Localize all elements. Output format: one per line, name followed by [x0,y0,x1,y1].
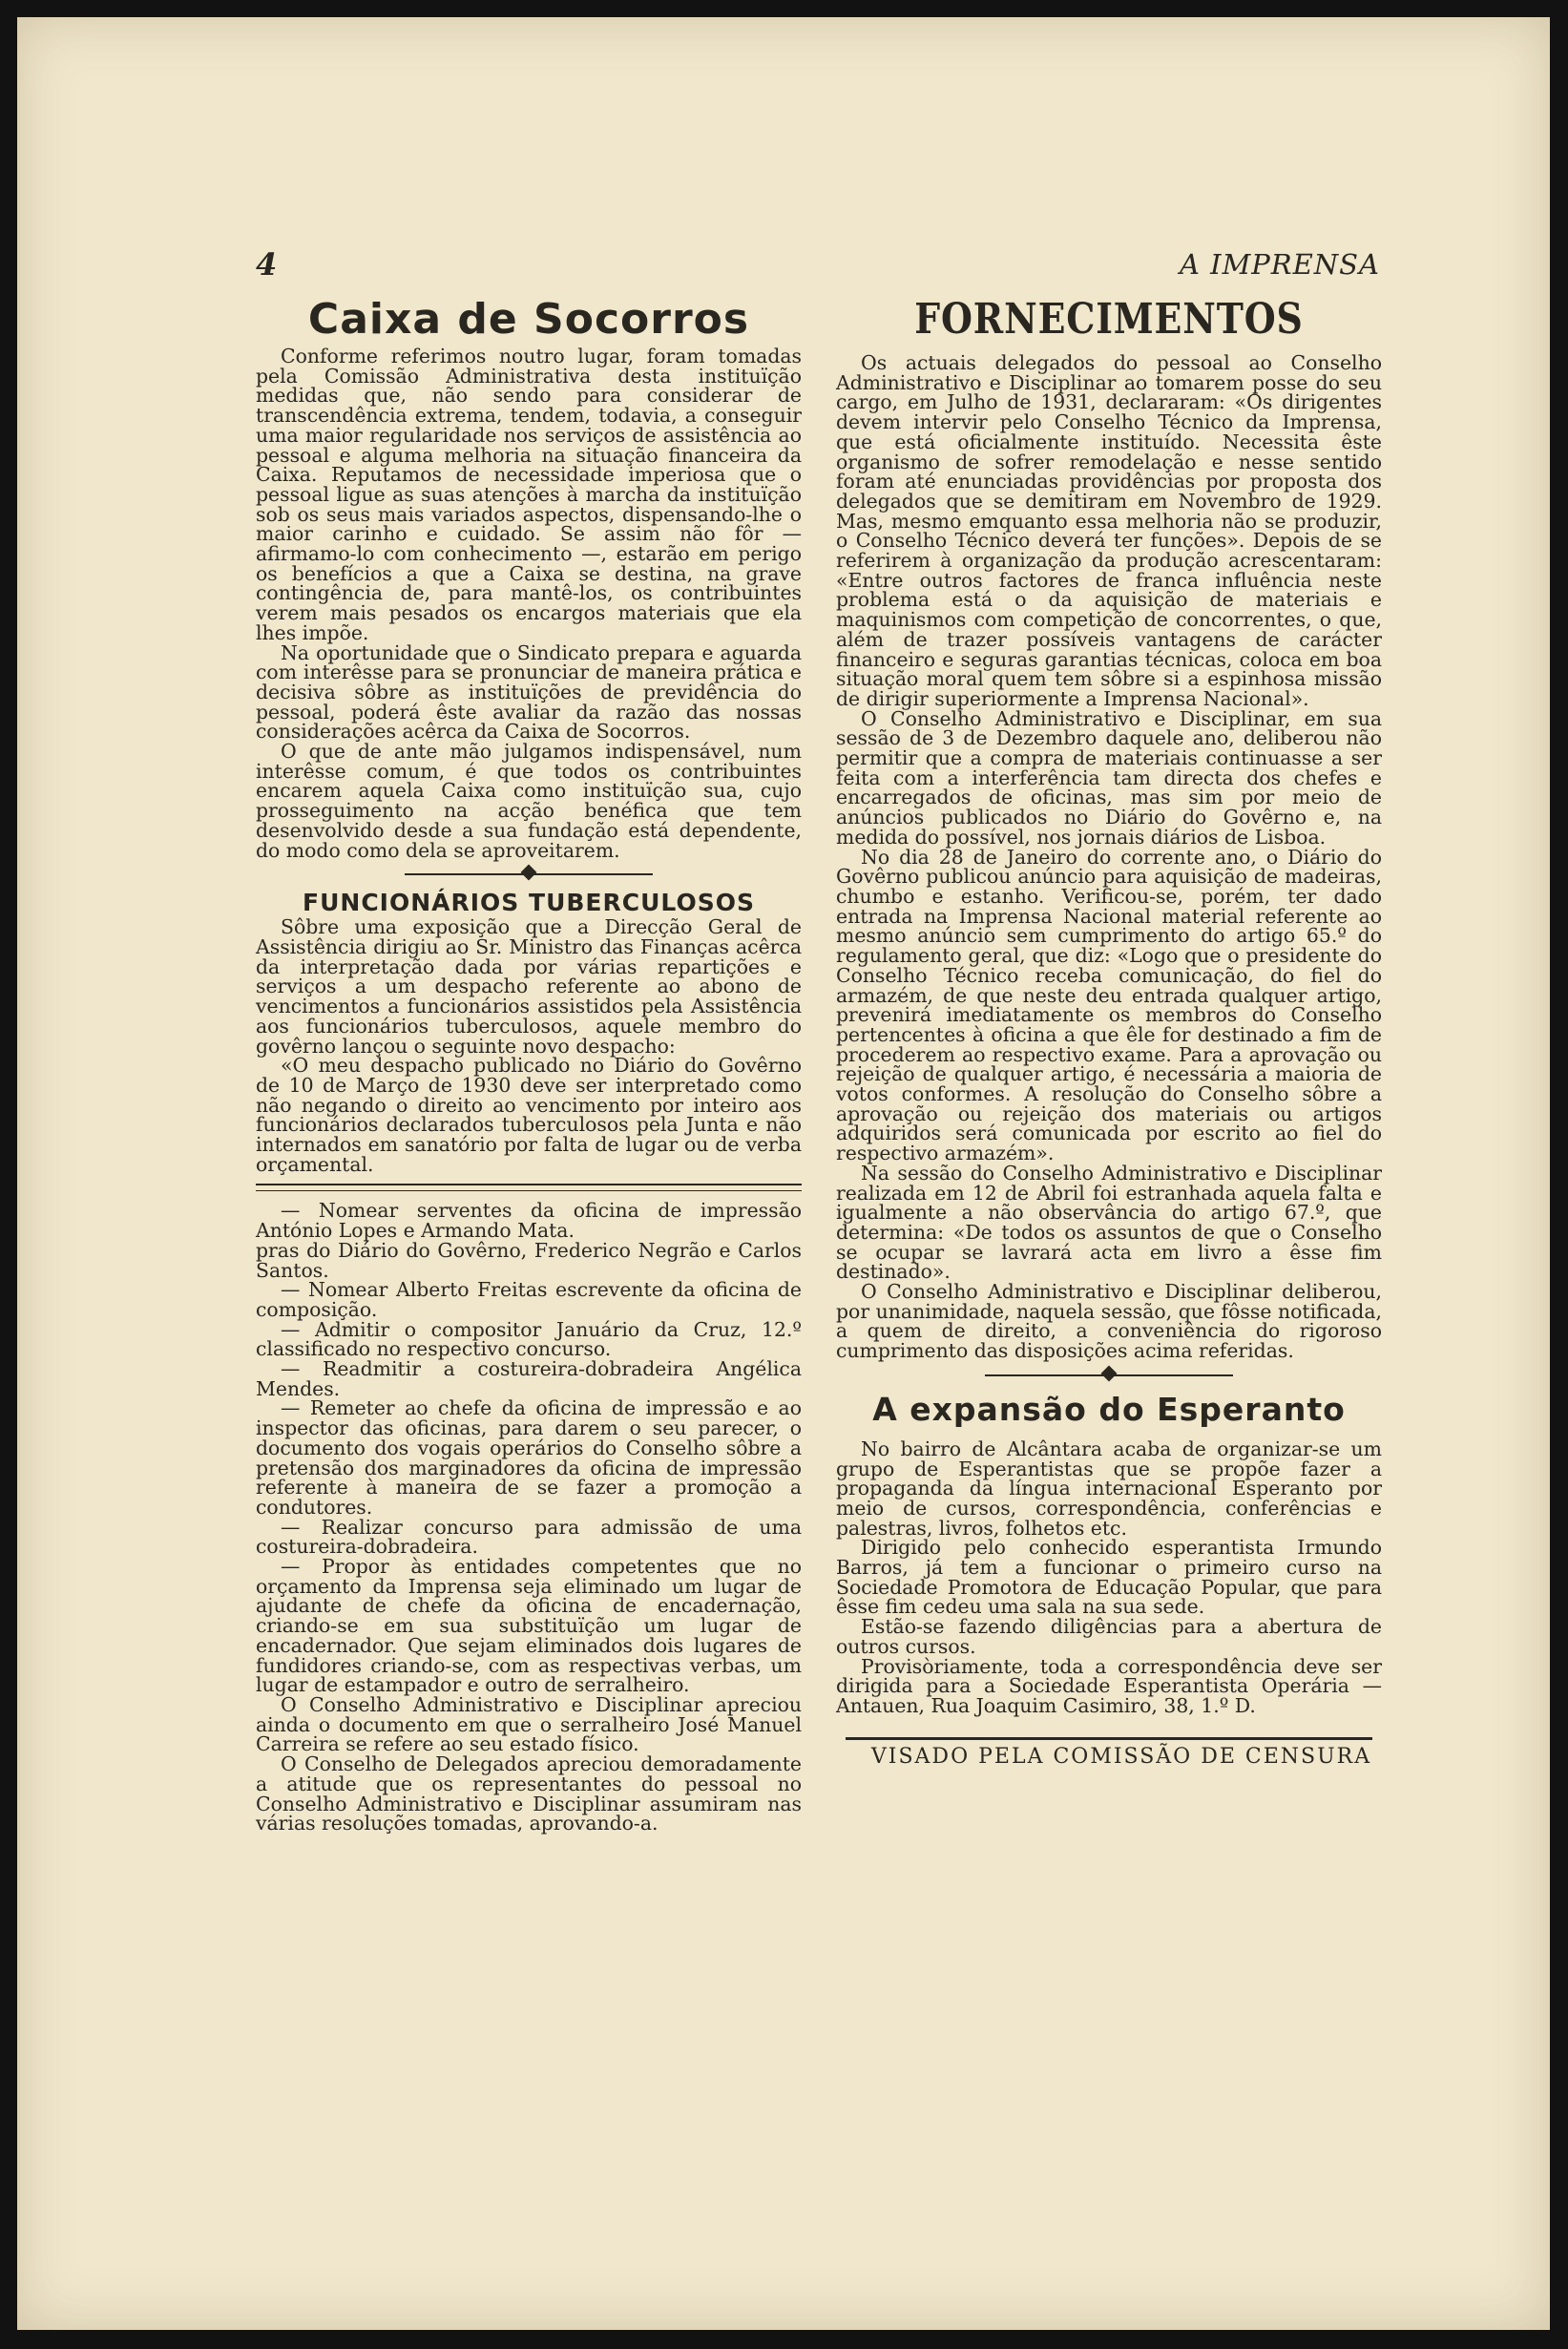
esperanto-paragraph: No bairro de Alcântara acaba de organizar-se um grupo de Esperantistas que se propõe fazer a propaganda da língua internacional Esperanto por meio de cursos, correspondência, conferências e palestras, livros, folhetos etc. [836,1437,1382,1540]
fornecimentos-paragraph: Na sessão do Conselho Administrativo e Disciplinar realizada em 12 de Abril foi estranhada aquela falta e igualmente a não observância do artigo 67.º, que determina: «De todos os assuntos de que o Conselho se ocupar se lavrará acta em livro a êsse fim destinado». [836,1161,1382,1284]
right-column [836,296,1382,1767]
fornecimentos-headline: FORNECIMENTOS [914,295,1304,344]
resolution-item: — Remeter ao chefe da oficina de impressão e ao inspector das oficinas, para darem o seu parecer, o documento dos vogais operários do Conselho sôbre a pretensão dos marginadores da oficina de impressão referente à maneira de se fazer a promoção a condutores. [256,1396,802,1519]
double-rule-divider [256,1184,802,1191]
censura-notice: VISADO PELA COMISSÃO DE CENSURA [870,1744,1372,1769]
fornecimentos-paragraph: No dia 28 de Janeiro do corrente ano, o Diário do Govêrno publicou anúncio para aquisição de madeiras, chumbo e estanho. Verificou-se, porém, ter dado entrada na Imprensa Nacional material referente ao mesmo anúncio sem cumprimento do artigo 65.º do regulamento geral, que diz: «Logo que o presidente do Conselho Técnico receba comunicação, do fiel do armazém, de que neste deu entrada qualquer artigo, prevenirá imediatamente os membros do Conselho pertencentes à oficina a que êle for destinado a fim de procederem ao respectivo exame. Para a aprovação ou rejeição de qualquer artigo, é necessária a maioria de votos conformes. A resolução do Conselho sôbre a aprovação ou rejeição dos materiais ou artigos adquiridos será comunicada por escrito ao fiel do respectivo armazém». [836,845,1382,1165]
fornecimentos-paragraph: O Conselho Administrativo e Disciplinar, em sua sessão de 3 de Dezembro daquele ano, deliberou não permitir que a compra de materiais continuasse a ser feita com a interferência tam directa dos chefes e encarregados de oficinas, mas sim por meio de anúncios publicados no Diário do Govêrno e, na medida do possível, nos jornais diários de Lisboa. [836,706,1382,849]
section-ornament [405,864,653,885]
caixa-headline: Caixa de Socorros [307,295,750,344]
caixa-paragraph: Conforme referimos noutro lugar, foram tomadas pela Comissão Administrativa desta instituïção medidas que, não sendo para considerar de transcendência extrema, tendem, todavia, a conseguir uma maior regularidade nos serviços de assistência ao pessoal e alguma melhoria na situação financeira da Caixa. Reputamos de necessidade imperiosa que o pessoal ligue as suas atenções à marcha da instituïção sob os seus mais variados aspectos, dispensando-lhe o maior carinho e cuidado. Se assim não fôr — afirmamo-lo com conhecimento —, estarão em perigo os benefícios a que a Caixa se destina, na grave contingência de, para mantê-los, os contribuintes verem mais pesados os encargos materiais que ela lhes impõe. [256,345,802,644]
fornecimentos-paragraph: O Conselho Administrativo e Disciplinar deliberou, por unanimidade, naquela sessão, que fôsse notificada, a quem de direito, a conveniência do rigoroso cumprimento das disposições acima referidas. [836,1280,1382,1363]
page-number: 4 [256,246,278,283]
section-ornament [985,1365,1233,1386]
caixa-paragraph: Na oportunidade que o Sindicato prepara e aguarda com interêsse para se pronunciar de maneira prática e decisiva sôbre as instituïções de previdência do pessoal, poderá êste avaliar da razão das nossas considerações acêrca da Caixa de Socorros. [256,640,802,744]
funcionarios-paragraph: Sôbre uma exposição que a Direcção Geral de Assistência dirigiu ao Sr. Ministro das Finanças acêrca da interpretação dada por várias repartições e serviços a um despacho referente ao abono de vencimentos a funcionários assistidos pela Assistência aos funcionários tuberculosos, aquele membro do govêrno lançou o seguinte novo despacho: [256,915,802,1058]
resolution-item: — Realizar concurso para admissão de uma costureira-dobradeira. [256,1515,802,1559]
funcionarios-headline: FUNCIONÁRIOS TUBERCULOSOS [303,889,755,917]
resolution-item: — Nomear Alberto Freitas escrevente da oficina de composição. [256,1278,802,1321]
newspaper-page [17,17,1550,2330]
resolution-item: — Readmitir a costureira-dobradeira Angélica Mendes. [256,1357,802,1400]
caixa-paragraph: O que de ante mão julgamos indispensável, num interêsse comum, é que todos os contribuintes encarem aquela Caixa como instituïção sua, cujo prosseguimento na acção benéfica que tem desenvolvido desde a sua fundação está dependente, do modo como dela se aproveitarem. [256,740,802,862]
esperanto-headline: A expansão do Esperanto [872,1390,1346,1428]
publication-title: A IMPRENSA [1179,248,1380,281]
esperanto-paragraph: Dirigido pelo conhecido esperantista Irmundo Barros, já tem a funcionar o primeiro curso na Sociedade Promotora de Educação Popular, que para êsse fim cedeu uma sala na sua sede. [836,1536,1382,1619]
left-column [256,296,802,1834]
resolution-item: O Conselho de Delegados apreciou demoradamente a atitude que os representantes do pessoal no Conselho Administrativo e Disciplinar assumiram nas várias resoluções tomadas, aprovando-a. [256,1752,802,1835]
censura-rule [846,1737,1372,1740]
resolution-item: — Admitir o compositor Januário da Cruz, 12.º classificado no respectivo concurso. [256,1317,802,1361]
resolution-item: O Conselho Administrativo e Disciplinar apreciou ainda o documento em que o serralheiro José Manuel Carreira se refere ao seu estado físico. [256,1693,802,1756]
esperanto-paragraph: Estão-se fazendo diligências para a abertura de outros cursos. [836,1615,1382,1658]
resolution-item: pras do Diário do Govêrno, Frederico Negrão e Carlos Santos. [256,1238,802,1282]
funcionarios-paragraph: «O meu despacho publicado no Diário do Govêrno de 10 de Março de 1930 deve ser interpretado como não negando o direito ao vencimento por inteiro aos funcionários declarados tuberculosos pela Junta e não internados em sanatório por falta de lugar ou de verba orçamental. [256,1054,802,1176]
esperanto-paragraph: Provisòriamente, toda a correspondência deve ser dirigida para a Sociedade Esperantista Operária — Antauen, Rua Joaquim Casimiro, 38, 1.º D. [836,1654,1382,1717]
fornecimentos-paragraph: Os actuais delegados do pessoal ao Conselho Administrativo e Disciplinar ao tomarem posse do seu cargo, em Julho de 1931, declararam: «Os dirigentes devem intervir pelo Conselho Técnico da Imprensa, que está oficialmente instituído. Necessita êste organismo de sofrer remodelação e nesse sentido foram até enunciadas providências por proposta dos delegados que se demitiram em Novembro de 1929. Mas, mesmo emquanto essa melhoria não se produzir, o Conselho Técnico deverá ter funções». Depois de se referirem à organização da produção acrescentaram: «Entre outros factores de franca influência neste problema está o da aquisição de materiais e maquinismos com competição de concorrentes, o que, além de trazer possíveis vantagens de carácter financeiro e seguras garantias técnicas, coloca em boa situação moral quem tem sôbre si a espinhosa missão de dirigir superiormente a Imprensa Nacional». [836,351,1382,710]
resolution-item: — Propor às entidades competentes que no orçamento da Imprensa seja eliminado um lugar de ajudante de chefe da oficina de encadernação, criando-se em sua substituïção um lugar de encadernador. Que sejam eliminados dois lugares de fundidores criando-se, com as respectivas verbas, um lugar de estampador e outro de serralheiro. [256,1555,802,1697]
resolution-item: — Nomear serventes da oficina de impressão António Lopes e Armando Mata. [256,1199,802,1243]
